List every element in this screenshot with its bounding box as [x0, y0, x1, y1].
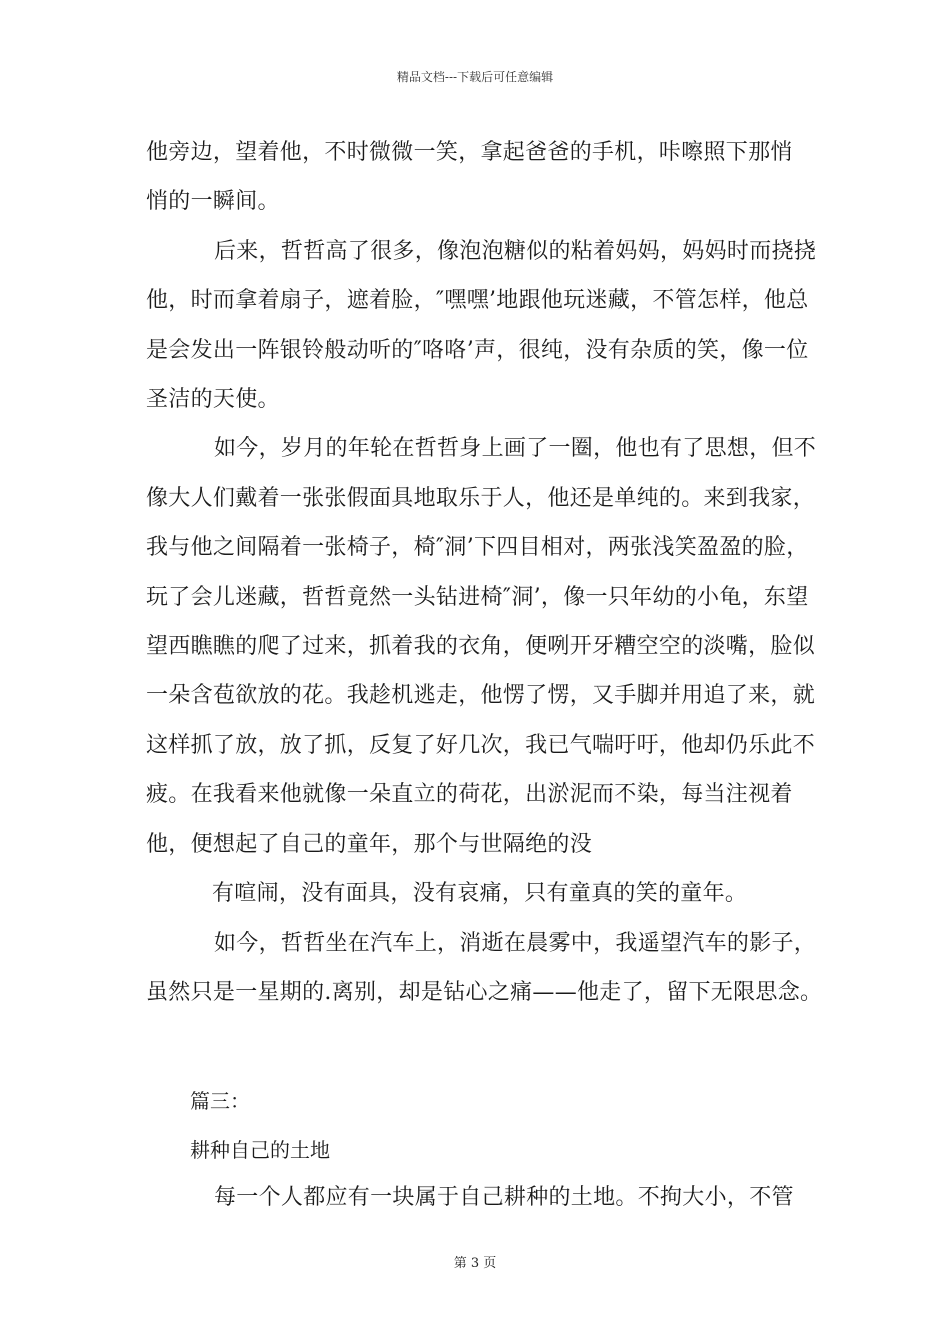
paragraph-1-line-1: 他旁边，望着他，不时微微一笑，拿起爸爸的手机，咔嚓照下那悄: [146, 140, 793, 165]
paragraph-2: 后来，哲哲高了很多，像泡泡糖似的粘着妈妈，妈妈时而挠挠他，时而拿着扇子，遮着脸，″嘿嘿’地跟他玩迷藏，不管怎样，他总是会发出一阵银铃般动听的″咯咯’声，很纯，没有杂质的笑，像一位圣洁的天使。: [146, 238, 817, 413]
paragraph-5: 如今，哲哲坐在汽车上，消逝在晨雾中，我遥望汽车的影子，虽然只是一星期的.离别，却是钻心之痛——他走了，留下无限思念。: [146, 930, 823, 1005]
page-number: 第 3 页: [453, 1256, 497, 1271]
paragraph-4: 有喧闹，没有面具，没有哀痛，只有童真的笑的童年。: [212, 881, 748, 907]
body-text: [146, 128, 826, 1017]
paragraph-1-line-2: 悄的一瞬间。: [146, 189, 280, 215]
section-label: 篇三：: [190, 1089, 250, 1113]
essay-first-line: 每一个人都应有一块属于自己耕种的土地。不拘大小，不管: [214, 1185, 794, 1210]
essay-title: 耕种自己的土地: [190, 1138, 330, 1162]
page-header: 精品文档---下载后可任意编辑: [396, 70, 554, 84]
paragraph-3: 如今，岁月的年轮在哲哲身上画了一圈，他也有了思想，但不像大人们戴着一张张假面具地取乐于人，他还是单纯的。来到我家，我与他之间隔着一张椅子，椅″洞’下四目相对，两张浅笑盈盈的脸，玩了会儿迷藏，哲哲竟然一头钻进椅″洞’，像一只年幼的小龟，东望望西瞧瞧的爬了过来，抓着我的衣角，便咧开牙糟空空的淡嘴，脸似一朵含苞欲放的花。我趁机逃走，他愣了愣，又手脚并用追了来，就这样抓了放，放了抓，反复了好几次，我已气喘吁吁，他却仍乐此不疲。在我看来他就像一朵直立的荷花，出淤泥而不染，每当注视着他，便想起了自己的童年，那个与世隔绝的没: [146, 436, 817, 857]
